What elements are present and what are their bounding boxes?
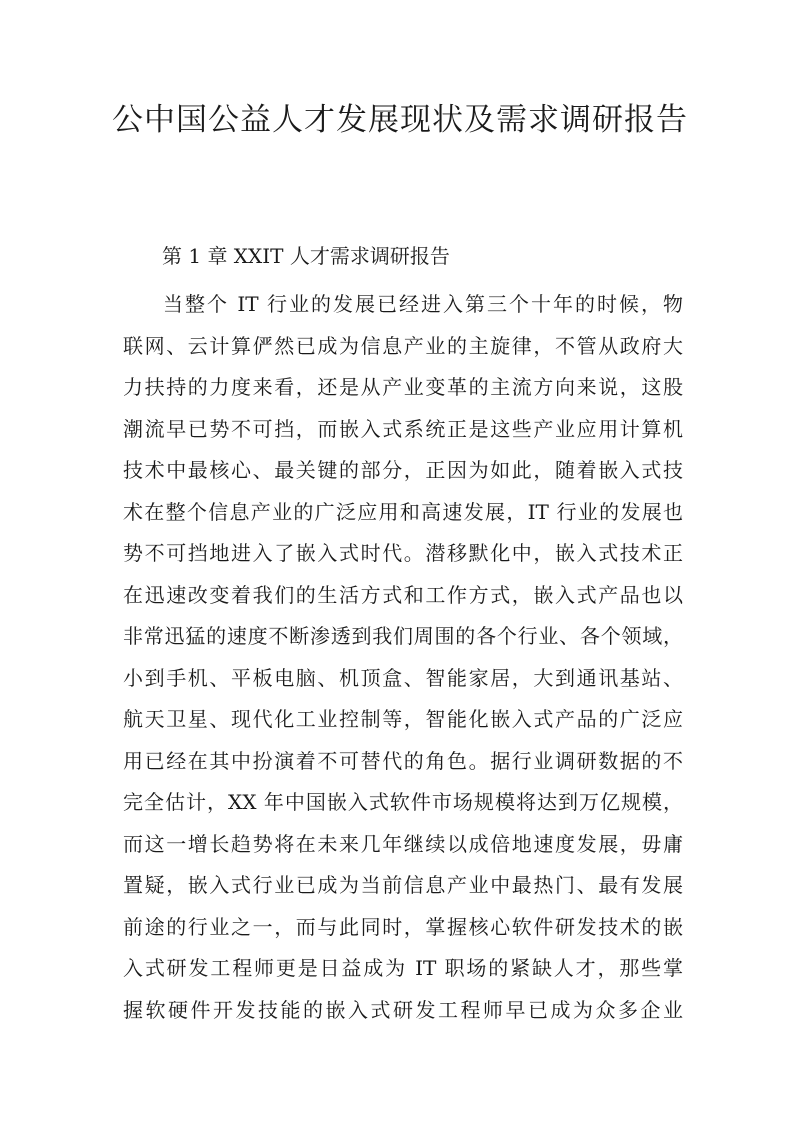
paragraph-line: 当整个 IT 行业的发展已经进入第三个十年的时候，物 [163,292,683,316]
paragraph-line: 握软硬件开发技能的嵌入式研发工程师早已成为众多企业 [123,997,683,1022]
body-paragraph [123,284,683,1031]
paragraph-line: 而这一增长趋势将在未来几年继续以成倍地速度发展，毋庸 [123,831,683,856]
paragraph-line: 航天卫星、现代化工业控制等，智能化嵌入式产品的广泛应 [123,707,683,731]
paragraph-line: 入式研发工程师更是日益成为 IT 职场的紧缺人才，那些掌 [123,956,683,980]
paragraph-line: 置疑，嵌入式行业已成为当前信息产业中最热门、最有发展 [123,873,683,897]
document-title: 公中国公益人才发展现状及需求调研报告 [112,102,688,138]
paragraph-line: 非常迅猛的速度不断渗透到我们周围的各个行业、各个领域， [123,624,683,648]
chapter-heading: 第 1 章 XXIT 人才需求调研报告 [162,244,450,268]
paragraph-line: 技术中最核心、最关键的部分，正因为如此，随着嵌入式技 [123,458,683,482]
paragraph-line: 前途的行业之一，而与此同时，掌握核心软件研发技术的嵌 [123,914,683,939]
paragraph-line: 小到手机、平板电脑、机顶盒、智能家居，大到通讯基站、 [123,665,683,690]
paragraph-line: 术在整个信息产业的广泛应用和高速发展，IT 行业的发展也 [123,499,683,524]
paragraph-line: 用已经在其中扮演着不可替代的角色。据行业调研数据的不 [123,748,683,773]
paragraph-line: 完全估计，XX 年中国嵌入式软件市场规模将达到万亿规模， [123,790,683,814]
paragraph-line: 联网、云计算俨然已成为信息产业的主旋律，不管从政府大 [123,333,683,358]
paragraph-line: 势不可挡地进入了嵌入式时代。潜移默化中，嵌入式技术正 [123,541,683,565]
paragraph-line: 潮流早已势不可挡，而嵌入式系统正是这些产业应用计算机 [123,416,683,441]
paragraph-line: 力扶持的力度来看，还是从产业变革的主流方向来说，这股 [123,375,683,399]
paragraph-line: 在迅速改变着我们的生活方式和工作方式，嵌入式产品也以 [123,582,683,607]
